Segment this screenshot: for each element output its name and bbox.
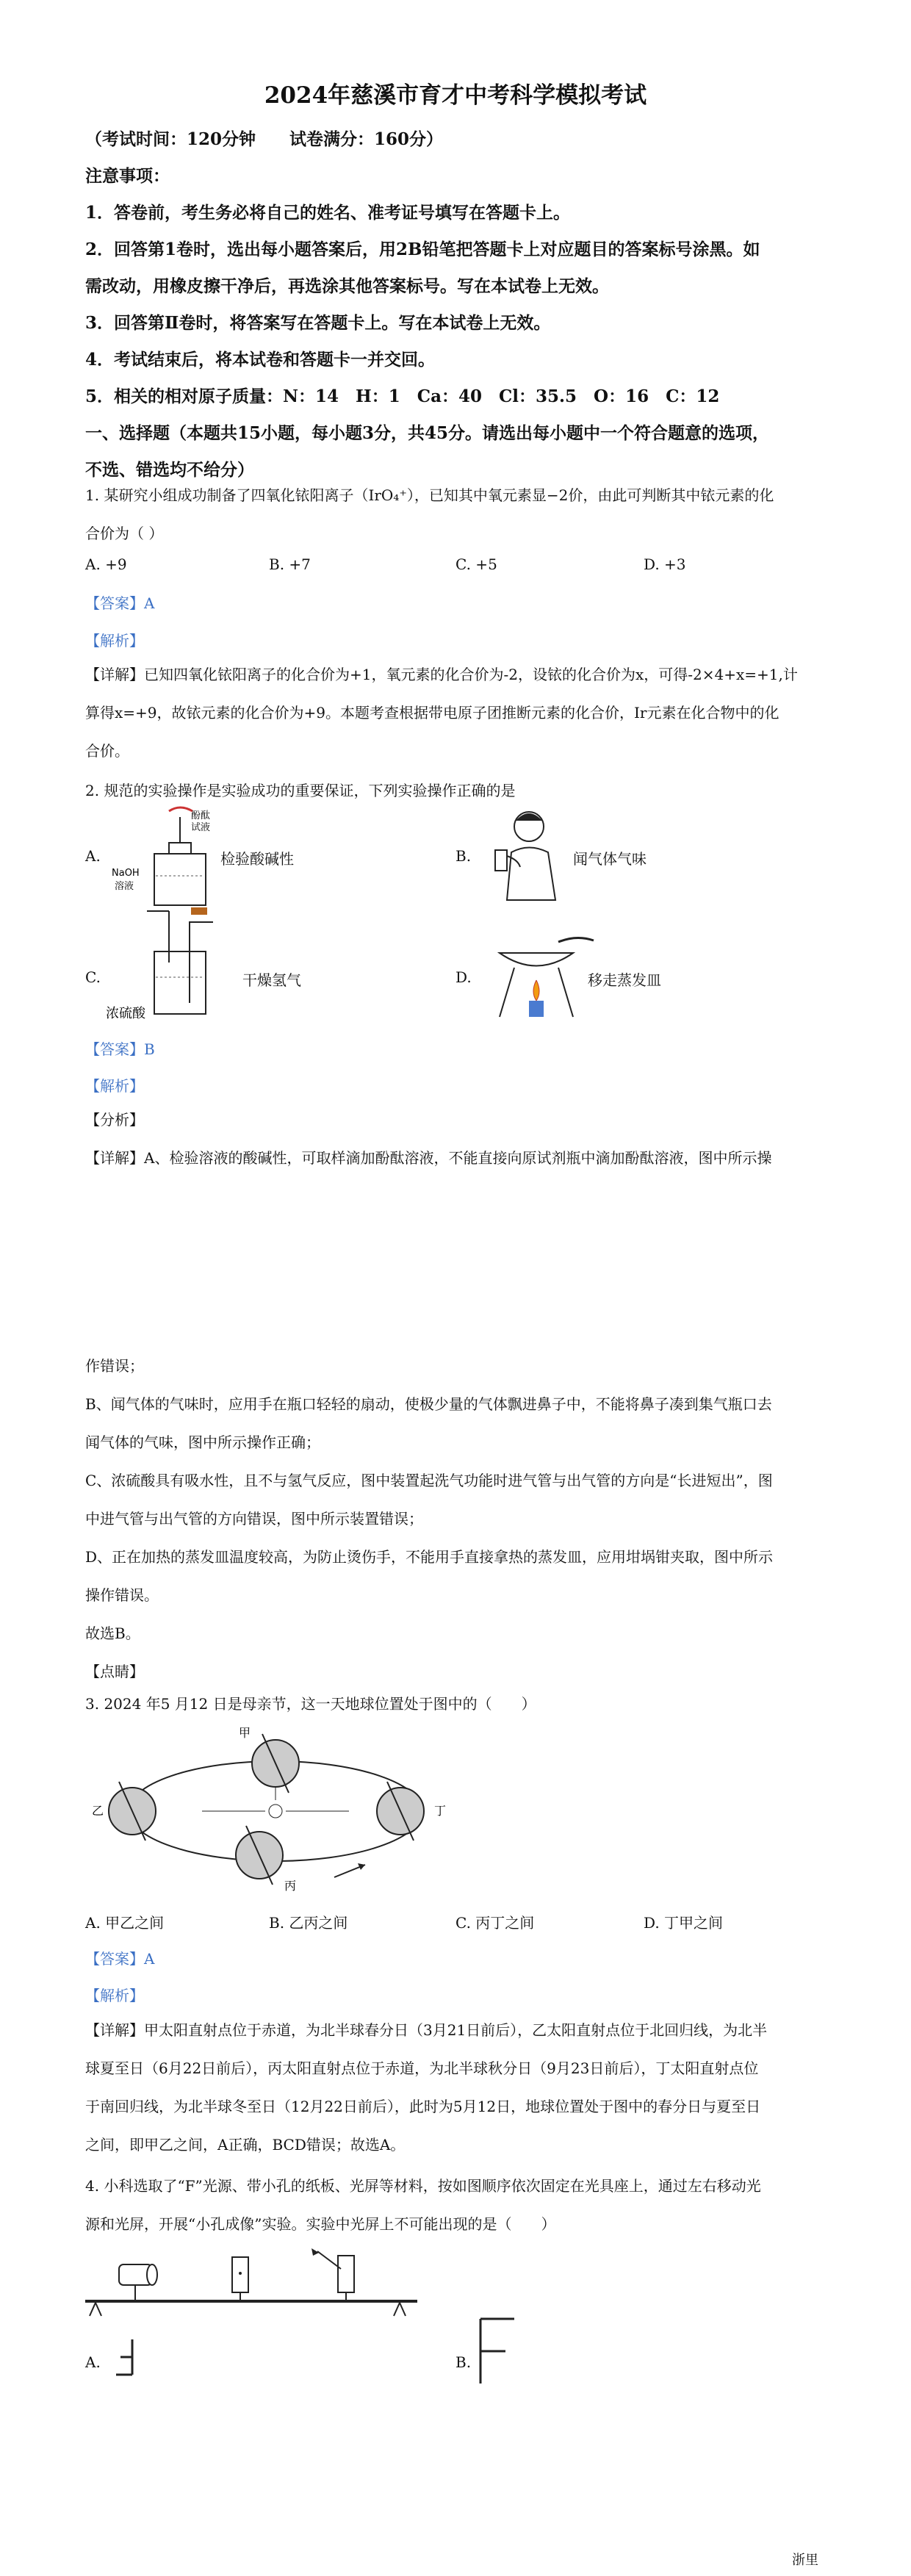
detail-line: D、正在加热的蒸发皿温度较高，为防止烫伤手，不能用手直接拿热的蒸发皿，应用坩埚钳夹取，图中所示	[85, 1548, 774, 1566]
hand	[558, 938, 594, 942]
detail-line: 合价。	[85, 742, 129, 760]
option-c: C.	[85, 968, 101, 986]
option-d: D.	[455, 968, 472, 986]
exam-info: （考试时间：120分钟 试卷满分：160分）	[85, 129, 444, 149]
detail-line: 操作错误。	[85, 1586, 159, 1604]
notice-line: 5．相关的相对原子质量：N：14 H：1 Ca：40 Cl：35.5 O：16 C：12	[85, 386, 720, 406]
caption-d: 移走蒸发皿	[588, 971, 661, 989]
option-a-image	[110, 2336, 140, 2388]
notice-line: 需改动，用橡皮擦干净后，再选涂其他答案标号。写在本试卷上无效。	[85, 276, 609, 296]
alcohol-lamp	[529, 1001, 544, 1017]
option-c: C. 丙丁之间	[455, 1914, 535, 1932]
notice-line: 3．回答第Ⅱ卷时，将答案写在答题卡上。写在本试卷上无效。	[85, 313, 551, 333]
inverted-f-shape	[116, 2339, 132, 2375]
reagent-bottle	[154, 854, 206, 905]
answer-label: 【答案】B	[85, 1040, 155, 1058]
dropper-bulb	[169, 807, 192, 811]
answer-label: 【答案】A	[85, 1950, 155, 1968]
notice-line: 2．回答第1卷时，选出每小题答案后，用2B铅笔把答题卡上对应题目的答案标号涂黑。如	[85, 240, 760, 259]
figure-label: 溶液	[115, 881, 134, 892]
bottle-neck	[169, 843, 191, 854]
detail-line: 【详解】甲太阳直射点位于赤道，为北半球春分日（3月21日前后），乙太阳直射点位于北回归线，为北半	[85, 2021, 768, 2039]
option-b: B. +7	[269, 555, 311, 573]
tripod-leg	[500, 968, 514, 1017]
gas-bottle	[495, 850, 507, 871]
option-c: C. +5	[455, 555, 497, 573]
gas-washing-figure	[103, 907, 220, 1021]
detail-line: 【详解】已知四氧化铱阳离子的化合价为+1，氧元素的化合价为-2，设铱的化合价为x，可得-2×4+x=+1,计	[85, 666, 798, 683]
answer-label: 【答案】A	[85, 594, 155, 612]
position-label: 甲	[239, 1727, 251, 1740]
option-a: A. +9	[85, 555, 127, 573]
analysis-label: 【解析】	[85, 1987, 144, 2004]
detail-line: C、浓硫酸具有吸水性，且不与氢气反应，图中装置起洗气功能时进气管与出气管的方向是“长进短出”，图	[85, 1472, 773, 1489]
position-label: 乙	[92, 1804, 104, 1818]
option-b: B. 乙丙之间	[269, 1914, 348, 1932]
question-1-stem: 1. 某研究小组成功制备了四氧化铱阳离子（IrO₄⁺），已知其中氧元素显−2价，由此可判断其中铱元素的化	[85, 486, 774, 504]
figure-label: 试液	[191, 822, 211, 833]
light-source-face	[147, 2264, 157, 2285]
caption-c: 干燥氢气	[242, 971, 301, 989]
option-a: A.	[85, 847, 101, 865]
question-4-stem: 源和光屏，开展“小孔成像”实验。实验中光屏上不可能出现的是（ ）	[85, 2215, 556, 2233]
caption-a: 检验酸碱性	[220, 850, 294, 868]
smelling-gas-figure	[485, 805, 573, 904]
earth-orbit-figure	[92, 1727, 459, 1896]
detail-line: 于南回归线，为北半球冬至日（12月22日前后），此时为5月12日，地球位置处于图中的春分日与夏至日	[85, 2098, 761, 2115]
question-4-stem: 4. 小科选取了“F”光源、带小孔的纸板、光屏等材料，按如图顺序依次固定在光具座上，通过左右移动光	[85, 2177, 761, 2195]
pinhole	[239, 2272, 242, 2275]
question-2-stem: 2. 规范的实验操作是实验成功的重要保证，下列实验操作正确的是	[85, 782, 516, 799]
figure-label: 酚酞	[191, 810, 211, 821]
option-d: D. 丁甲之间	[644, 1914, 724, 1932]
evaporating-dish-figure	[485, 927, 595, 1023]
option-d: D. +3	[644, 555, 686, 573]
option-b: B.	[455, 847, 472, 865]
stopper	[191, 907, 207, 915]
section-heading: 一、选择题（本题共15小题，每小题3分，共45分。请选出每小题中一个符合题意的选项，	[85, 423, 770, 443]
fenxi-label: 【分析】	[85, 1111, 144, 1129]
footer-watermark: 浙里	[792, 2552, 818, 2568]
figure-label: NaOH	[112, 868, 140, 879]
bench-foot	[90, 2303, 101, 2316]
detail-line: B、闻气体的气味时，应用手在瓶口轻轻的扇动，使极少量的气体飘进鼻子中，不能将鼻子凑到集气瓶口去	[85, 1395, 772, 1413]
section-heading: 不选、错选均不给分）	[85, 460, 254, 480]
page-title: 2024年慈溪市育才中考科学模拟考试	[264, 82, 647, 109]
notice-line: 1．答卷前，考生务必将自己的姓名、准考证号填写在答题卡上。	[85, 203, 571, 223]
long-tube	[190, 922, 213, 1003]
flame	[533, 980, 539, 1001]
figure-label: 浓硫酸	[106, 1006, 145, 1021]
person-body	[507, 848, 555, 901]
bench-foot	[394, 2303, 406, 2316]
detail-line: 之间，即甲乙之间，A正确，BCD错误；故选A。	[85, 2136, 406, 2154]
detail-line: 闻气体的气味，图中所示操作正确；	[85, 1433, 320, 1451]
detail-line: 【详解】A、检验溶液的酸碱性，可取样滴加酚酞溶液，不能直接向原试剂瓶中滴加酚酞溶液，图中所示操	[85, 1149, 772, 1167]
analysis-label: 【解析】	[85, 632, 144, 650]
question-3-stem: 3. 2024 年5 月12 日是母亲节，这一天地球位置处于图中的（ ）	[85, 1695, 536, 1713]
position-label: 丙	[284, 1879, 297, 1893]
f-shape	[480, 2319, 514, 2383]
detail-line: 算得x=+9，故铱元素的化合价为+9。本题考查根据带电原子团推断元素的化合价，Ir元素在化合物中的化	[85, 704, 779, 722]
notice-line: 4．考试结束后，将本试卷和答题卡一并交回。	[85, 350, 436, 370]
position-label: 丁	[434, 1804, 447, 1818]
question-1-stem: 合价为（ ）	[85, 525, 164, 542]
option-a: A.	[85, 2353, 101, 2371]
detail-line: 中进气管与出气管的方向错误，图中所示装置错误；	[85, 1510, 423, 1528]
option-a: A. 甲乙之间	[85, 1914, 165, 1932]
dianjing-label: 【点睛】	[85, 1663, 144, 1680]
phenolphthalein-test-figure	[110, 802, 228, 909]
notice-header: 注意事项：	[85, 166, 170, 186]
wash-bottle	[154, 951, 206, 1014]
analysis-label: 【解析】	[85, 1077, 144, 1095]
sun	[269, 1805, 282, 1818]
short-tube	[147, 911, 169, 963]
caption-b: 闻气体气味	[573, 850, 647, 868]
pinhole-setup-figure	[82, 2248, 420, 2329]
option-b: B.	[455, 2353, 472, 2371]
light-screen	[338, 2256, 354, 2292]
option-b-image	[476, 2314, 520, 2388]
detail-line: 作错误；	[85, 1357, 144, 1375]
detail-line: 球夏至日（6月22日前后），丙太阳直射点位于赤道，为北半球秋分日（9月23日前后），丁太阳直射点位	[85, 2059, 759, 2077]
evaporating-dish	[500, 953, 573, 966]
tripod-leg	[558, 968, 573, 1017]
detail-line: 故选B。	[85, 1625, 140, 1642]
